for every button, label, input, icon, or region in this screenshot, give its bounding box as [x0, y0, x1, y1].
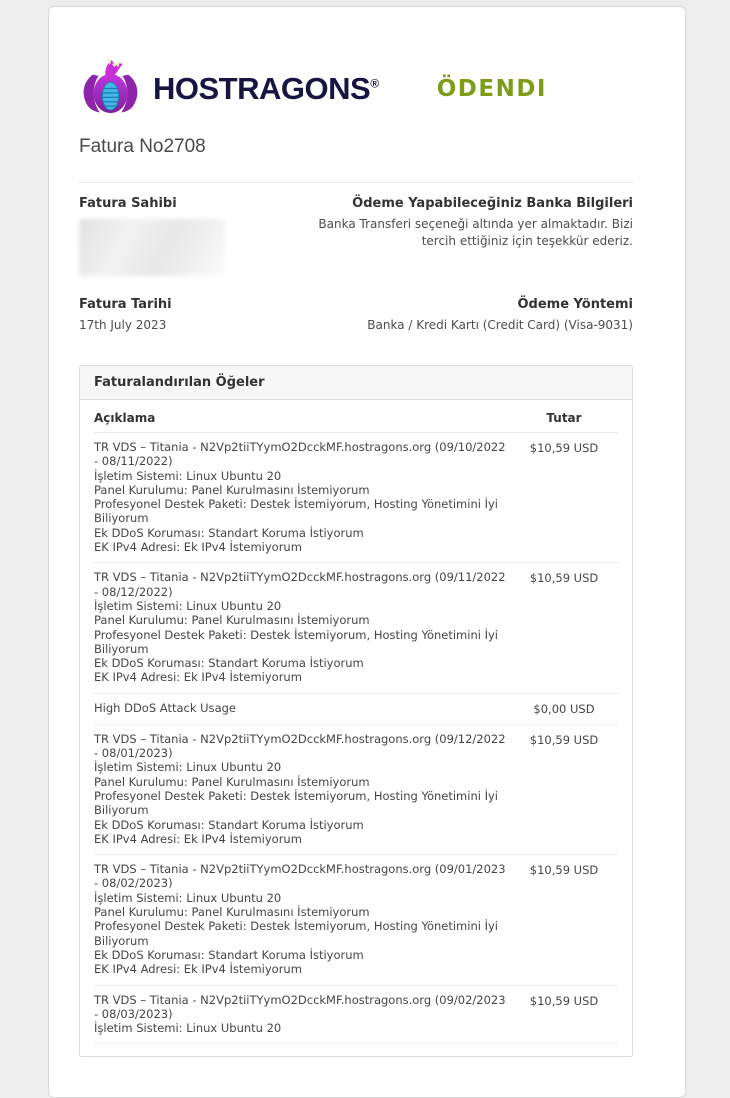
table-row [94, 433, 618, 563]
item-amount: $10,59 USD [510, 563, 618, 693]
invoice-owner-block [79, 196, 225, 276]
invoice-date-value: 17th July 2023 [79, 318, 167, 332]
item-description-line: İşletim Sistemi: Linux Ubuntu 20 [94, 890, 282, 905]
invoice-date-heading: Fatura Tarihi [79, 297, 172, 312]
item-description-line: İşletim Sistemi: Linux Ubuntu 20 [94, 760, 282, 775]
invoice-number-title: Fatura No2708 [79, 136, 206, 157]
table-row [94, 563, 618, 693]
item-description [94, 693, 510, 724]
column-header-amount: Tutar [510, 400, 618, 433]
item-amount: $0,00 USD [510, 693, 618, 724]
date-payment-row [79, 297, 633, 334]
item-description-line: EK IPv4 Adresi: Ek IPv4 İstemiyorum [94, 962, 302, 977]
registered-mark: ® [370, 76, 379, 91]
item-description-line: High DDoS Attack Usage [94, 700, 236, 715]
item-description-line: Ek DDoS Koruması: Standart Koruma İstiyorum [94, 947, 364, 962]
brand-wordmark: HOSTRAGONS® [153, 70, 379, 106]
item-description-line: Profesyonel Destek Paketi: Destek İstemiyorum, Hosting Yönetimini İyi Biliyorum [94, 788, 498, 818]
item-description-line: Ek DDoS Koruması: Standart Koruma İstiyorum [94, 656, 364, 671]
item-description-line: TR VDS – Titania - N2Vp2tiiTYymO2DcckMF.hostragons.org (09/01/2023 - 08/02/2023) [94, 862, 506, 891]
item-description-line: İşletim Sistemi: Linux Ubuntu 20 [94, 468, 282, 483]
item-amount: $10,59 USD [510, 855, 618, 985]
item-description-line: Ek DDoS Koruması: Standart Koruma İstiyorum [94, 525, 364, 540]
owner-bank-row [79, 196, 633, 276]
table-row [94, 855, 618, 985]
item-description [94, 433, 510, 563]
bank-info-text: Banka Transferi seçeneği altında yer almaktadır. Bizi tercih ettiğiniz için teşekkür ederiz. [318, 217, 633, 248]
header-divider [79, 182, 633, 183]
table-row [94, 985, 618, 1044]
item-description-line: Panel Kurulumu: Panel Kurulmasını İstemiyorum [94, 613, 370, 628]
item-description-line: İşletim Sistemi: Linux Ubuntu 20 [94, 598, 282, 613]
item-description [94, 855, 510, 985]
table-header-row [94, 400, 618, 433]
billed-items-heading: Faturalandırılan Öğeler [80, 366, 632, 400]
invoice-date-block [79, 297, 172, 334]
item-description-line: Profesyonel Destek Paketi: Destek İstemiyorum, Hosting Yönetimini İyi Biliyorum [94, 919, 498, 948]
item-description-line: Profesyonel Destek Paketi: Destek İstemiyorum, Hosting Yönetimini İyi Biliyorum [94, 497, 498, 526]
billed-items-panel [79, 365, 633, 1057]
item-description-line: EK IPv4 Adresi: Ek IPv4 İstemiyorum [94, 540, 302, 555]
item-description-line: EK IPv4 Adresi: Ek IPv4 İstemiyorum [94, 670, 302, 685]
item-description [94, 985, 510, 1044]
paid-status-badge: ÖDENDI [436, 75, 547, 102]
item-description [94, 724, 510, 854]
item-description-line: TR VDS – Titania - N2Vp2tiiTYymO2DcckMF.hostragons.org (09/10/2022 - 08/11/2022) [94, 440, 506, 469]
table-row [94, 724, 618, 854]
dragon-logo-icon [79, 57, 142, 120]
invoice-items-table [94, 400, 618, 1044]
bank-info-heading: Ödeme Yapabileceğiniz Banka Bilgileri [352, 196, 633, 211]
invoice-card [48, 6, 686, 1098]
owner-heading: Fatura Sahibi [79, 196, 177, 211]
item-description-line: TR VDS – Titania - N2Vp2tiiTYymO2DcckMF.hostragons.org (09/02/2023 - 08/03/2023) [94, 992, 506, 1021]
item-description-line: Panel Kurulumu: Panel Kurulmasını İstemiyorum [94, 905, 370, 920]
item-description-line: EK IPv4 Adresi: Ek IPv4 İstemiyorum [94, 831, 302, 846]
item-amount: $10,59 USD [510, 724, 618, 854]
item-description-line: Profesyonel Destek Paketi: Destek İstemiyorum, Hosting Yönetimini İyi Biliyorum [94, 627, 498, 656]
billed-items-body [80, 400, 632, 1056]
payment-method-value: Banka / Kredi Kartı (Credit Card) (Visa-9031) [367, 318, 633, 332]
item-description-line: TR VDS – Titania - N2Vp2tiiTYymO2DcckMF.hostragons.org (09/12/2022 - 08/01/2023) [94, 731, 506, 761]
item-amount: $10,59 USD [510, 433, 618, 563]
payment-method-block [367, 297, 633, 334]
item-description-line: Panel Kurulumu: Panel Kurulmasını İstemiyorum [94, 774, 370, 789]
brand-row [79, 57, 633, 120]
invoice-items-tbody [94, 433, 618, 1044]
column-header-description: Açıklama [94, 400, 510, 433]
redacted-owner-details [79, 219, 225, 276]
table-row [94, 693, 618, 724]
item-amount: $10,59 USD [510, 985, 618, 1044]
bank-info-block [301, 196, 633, 276]
item-description-line: Ek DDoS Koruması: Standart Koruma İstiyorum [94, 817, 364, 832]
hostragons-logo [79, 57, 379, 120]
item-description-line: İşletim Sistemi: Linux Ubuntu 20 [94, 1021, 282, 1036]
item-description-line: TR VDS – Titania - N2Vp2tiiTYymO2DcckMF.hostragons.org (09/11/2022 - 08/12/2022) [94, 570, 506, 599]
item-description-line: Panel Kurulumu: Panel Kurulmasını İstemiyorum [94, 482, 370, 497]
item-description [94, 563, 510, 693]
payment-method-heading: Ödeme Yöntemi [517, 297, 633, 312]
